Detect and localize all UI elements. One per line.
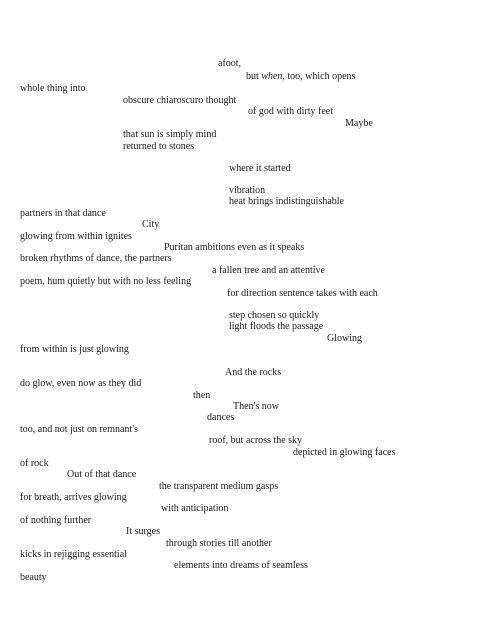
poem-line: of nothing further <box>20 515 92 526</box>
poem-line: whole thing into <box>20 83 86 94</box>
poem-line: for breath, arrives glowing <box>20 492 127 503</box>
poem-line: depicted in glowing faces <box>293 447 396 458</box>
poem-line: broken rhythms of dance, the partners <box>20 253 172 264</box>
poem-line: of rock <box>20 458 49 469</box>
poem-emphasis: when <box>261 71 283 82</box>
poem-line: from within is just glowing <box>20 344 129 355</box>
poem-line: step chosen so quickly <box>229 310 320 321</box>
poem-line: kicks in rejigging essential <box>20 549 127 560</box>
poem-line: light floods the passage <box>229 321 324 332</box>
poem-line: And the rocks <box>225 367 282 378</box>
poem-line: partners in that dance <box>20 208 106 219</box>
poem-line: beauty <box>20 572 47 583</box>
poem-line: then <box>193 390 211 401</box>
poem-line: that sun is simply mind <box>123 129 217 140</box>
poem-line: obscure chiaroscuro thought <box>123 95 237 106</box>
poem-line <box>246 71 355 82</box>
poem-line: vibration <box>229 185 266 196</box>
poem-fragment: , too, which opens <box>282 71 356 82</box>
poem-line: for direction sentence takes with each <box>227 288 378 299</box>
poem-line: of god with dirty feet <box>248 106 333 117</box>
poem-line: elements into dreams of seamless <box>174 560 308 571</box>
poem-line: afoot, <box>218 58 242 69</box>
poem-line: dances <box>207 412 235 423</box>
poem-line: returned to stones <box>123 141 195 152</box>
poem-line: glowing from within ignites <box>20 231 132 242</box>
poem-line: It surges <box>126 526 160 537</box>
poem-line: do glow, even now as they did <box>20 378 142 389</box>
poem-line: Out of that dance <box>67 469 137 480</box>
poem-line: through stories till another <box>166 538 272 549</box>
poem-line: Glowing <box>327 333 362 344</box>
poem-line: City <box>142 219 160 230</box>
poem-line: Puritan ambitions even as it speaks <box>164 242 305 253</box>
poem-line: roof, but across the sky <box>209 435 303 446</box>
poem-line: where it started <box>229 163 291 174</box>
poem-line: heat brings indistinguishable <box>229 196 344 207</box>
poem-line: poem, hum quietly but with no less feeling <box>20 276 192 287</box>
poem-line: the transparent medium gasps <box>159 481 279 492</box>
poem-line: too, and not just on remnant's <box>20 424 138 435</box>
poem-line: Then's now <box>233 401 279 412</box>
poem-line: with anticipation <box>161 503 229 514</box>
poem-fragment: but <box>246 71 259 82</box>
poem-line: a fallen tree and an attentive <box>212 265 325 276</box>
poem-line: Maybe <box>345 118 373 129</box>
